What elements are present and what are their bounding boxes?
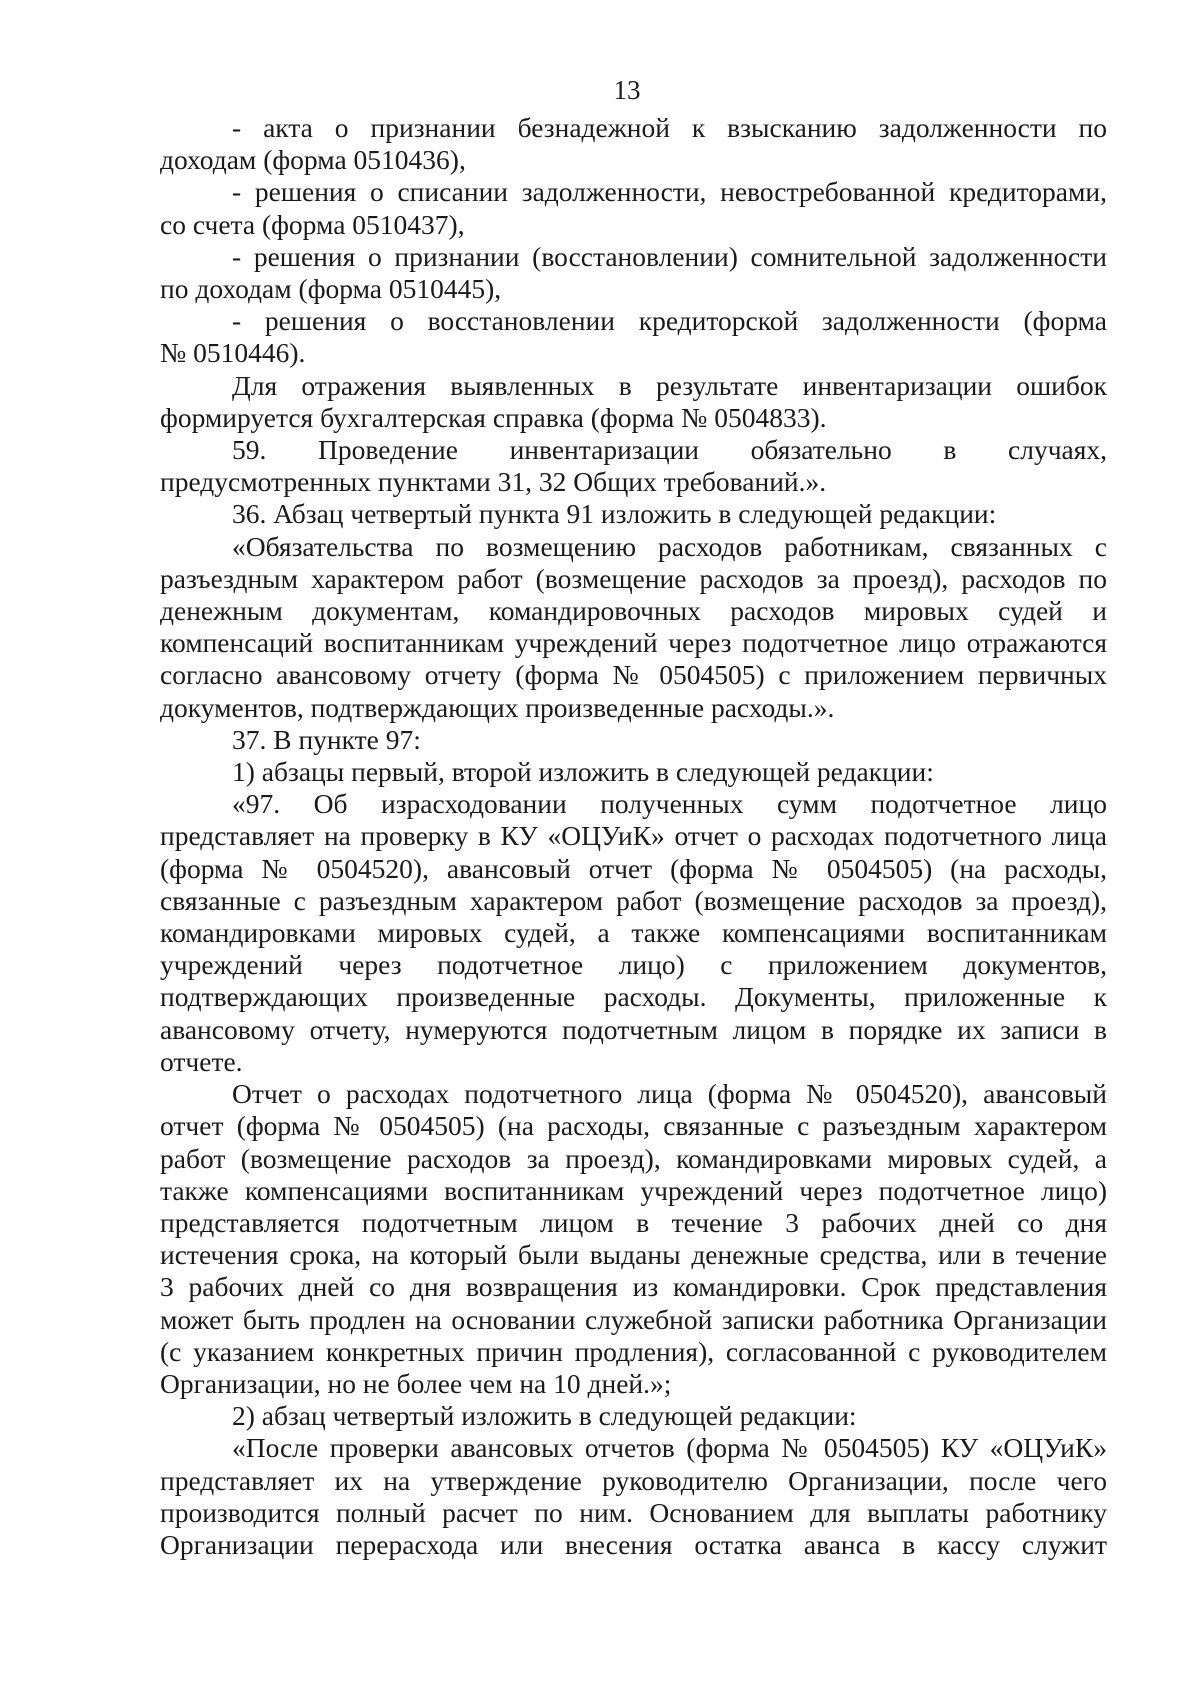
- text-line: Организации, но не более чем на 10 дней.»;: [160, 1367, 672, 1399]
- text-line: документов, подтверждающих произведенные расходы.».: [160, 691, 835, 723]
- text-line: работ (возмещение расходов за проезд), командировками мировых судей, а: [160, 1142, 1107, 1174]
- text-line: учреждений через подотчетное лицо) с приложением документов,: [160, 949, 1107, 981]
- text-line: представляется подотчетным лицом в течение 3 рабочих дней со дня: [160, 1206, 1107, 1238]
- text-line: 2) абзац четвертый изложить в следующей редакции:: [232, 1400, 857, 1432]
- text-line: Отчет о расходах подотчетного лица (форма № 0504520), авансовый: [232, 1078, 1107, 1110]
- text-line: денежным документам, командировочных расходов мировых судей и: [160, 595, 1107, 627]
- text-line: отчет (форма № 0504505) (на расходы, связанные с разъездным характером: [160, 1110, 1107, 1142]
- text-line: Для отражения выявленных в результате инвентаризации ошибок: [232, 369, 1107, 401]
- text-line: авансовому отчету, нумеруются подотчетным лицом в порядке их записи в: [160, 1013, 1107, 1045]
- text-line: также компенсациями воспитанникам учреждений через подотчетное лицо): [160, 1174, 1107, 1206]
- text-line: предусмотренных пунктами 31, 32 Общих требований.».: [160, 466, 827, 498]
- page-number: 13: [613, 75, 641, 105]
- text-line: командировками мировых судей, а также компенсациями воспитанникам: [160, 917, 1107, 949]
- text-line: (форма № 0504520), авансовый отчет (форма № 0504505) (на расходы,: [160, 852, 1107, 884]
- text-line: - акта о признании безнадежной к взысканию задолженности по: [232, 112, 1107, 143]
- text-line: «После проверки авансовых отчетов (форма № 0504505) КУ «ОЦУиК»: [232, 1432, 1107, 1464]
- text-line: «Обязательства по возмещению расходов работникам, связанных с: [232, 530, 1107, 562]
- text-line: 3 рабочих дней со дня возвращения из командировки. Срок представления: [160, 1271, 1107, 1303]
- text-line: «97. Об израсходовании полученных сумм подотчетное лицо: [232, 788, 1107, 820]
- text-line: производится полный расчет по ним. Основанием для выплаты работнику: [160, 1496, 1107, 1528]
- text-line: (с указанием конкретных причин продления), согласованной с руководителем: [160, 1335, 1107, 1367]
- text-line: представляет их на утверждение руководителю Организации, после чего: [160, 1464, 1107, 1496]
- text-line: формируется бухгалтерская справка (форма № 0504833).: [160, 401, 827, 433]
- text-line: № 0510446).: [160, 337, 306, 369]
- text-line: Организации перерасхода или внесения остатка аванса в кассу служит: [160, 1528, 1107, 1560]
- text-line: доходам (форма 0510436),: [160, 144, 466, 176]
- text-line: разъездным характером работ (возмещение расходов за проезд), расходов по: [160, 562, 1107, 594]
- text-line: подтверждающих произведенные расходы. Документы, приложенные к: [160, 981, 1107, 1013]
- text-line: 37. В пункте 97:: [232, 723, 421, 755]
- text-line: 36. Абзац четвертый пункта 91 изложить в следующей редакции:: [232, 498, 997, 530]
- text-line: 59. Проведение инвентаризации обязательно в случаях,: [232, 434, 1107, 466]
- text-line: представляет на проверку в КУ «ОЦУиК» отчет о расходах подотчетного лица: [160, 820, 1107, 852]
- text-line: отчете.: [160, 1045, 243, 1077]
- text-line: - решения о списании задолженности, невостребованной кредиторами,: [232, 176, 1107, 208]
- text-line: со счета (форма 0510437),: [160, 208, 465, 240]
- text-line: может быть продлен на основании служебной записки работника Организации: [160, 1303, 1107, 1335]
- text-line: - решения о восстановлении кредиторской задолженности (форма: [232, 305, 1107, 337]
- text-line: компенсаций воспитанникам учреждений через подотчетное лицо отражаются: [160, 627, 1107, 659]
- text-line: истечения срока, на который были выданы денежные средства, или в течение: [160, 1239, 1107, 1271]
- document-body: [160, 112, 1107, 1561]
- text-line: - решения о признании (восстановлении) сомнительной задолженности: [232, 240, 1107, 272]
- text-line: по доходам (форма 0510445),: [160, 273, 502, 305]
- text-line: согласно авансовому отчету (форма № 0504505) с приложением первичных: [160, 659, 1107, 691]
- text-line: связанные с разъездным характером работ (возмещение расходов за проезд),: [160, 884, 1107, 916]
- text-line: 1) абзацы первый, второй изложить в следующей редакции:: [232, 756, 934, 788]
